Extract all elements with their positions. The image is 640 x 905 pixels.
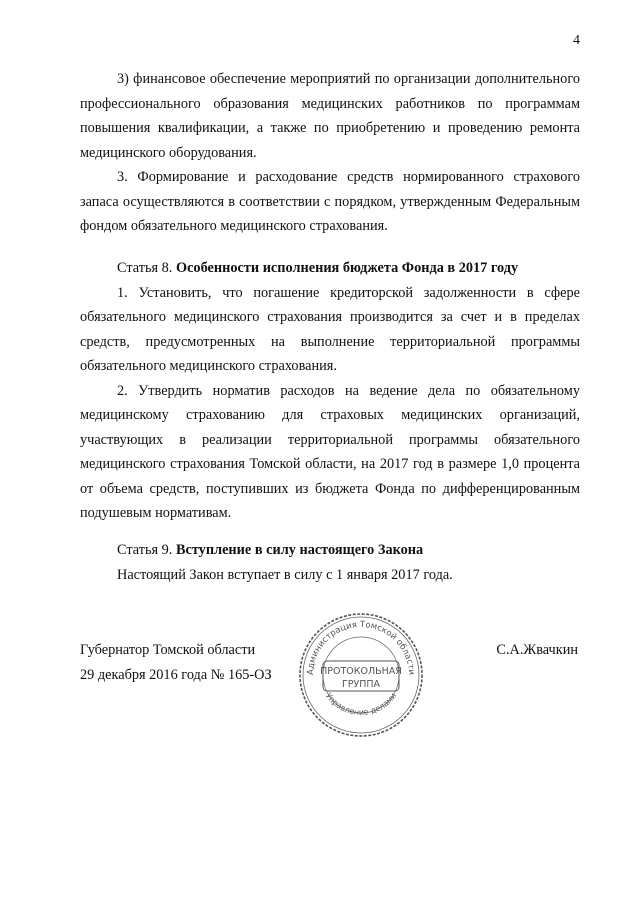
article-9-paragraph-1: Настоящий Закон вступает в силу с 1 января 2017 года. bbox=[117, 566, 453, 583]
official-stamp bbox=[296, 610, 426, 740]
paragraph-3-item: 3) финансовое обеспечение мероприятий по организации дополнительного профессионального образования медицинских работников по программам повышения квалификации, а также по приобретению и проведению ремонта медицинского оборудования. bbox=[80, 71, 580, 161]
stamp-center-line-1: ПРОТОКОЛЬНАЯ bbox=[320, 666, 402, 677]
stamp-bottom-text: Управление делами bbox=[323, 691, 399, 717]
article-8-heading bbox=[80, 256, 580, 281]
governor-title: Губернатор Томской области bbox=[80, 642, 256, 658]
stamp-ring-text: Администрация Томской области bbox=[305, 619, 417, 676]
law-date-number: 29 декабря 2016 года № 165-ОЗ bbox=[80, 666, 272, 683]
article-8 bbox=[80, 256, 580, 526]
paragraph-3-reserve: 3. Формирование и расходование средств нормированного страхового запаса осуществляются в соответствии с порядком, утвержденным Федеральным фондом обязательного медицинского страхования. bbox=[80, 169, 580, 234]
article-8-paragraph-2: 2. Утвердить норматив расходов на ведение дела по обязательному медицинскому страхованию для страховых медицинских организаций, участвующих в реализации территориальной программы обязательного медицинского страхования Томской области, на 2017 год в размере 1,0 процента от объема средств, поступивших из бюджета Фонда по дифференцированным подушевым нормативам. bbox=[80, 382, 580, 521]
governor-name: С.А.Жвачкин bbox=[496, 642, 578, 658]
article-9-prefix: Статья 9. bbox=[117, 542, 176, 558]
stamp-center-line-2: ГРУППА bbox=[341, 679, 381, 690]
article-9-heading bbox=[80, 538, 580, 563]
article-9-title: Вступление в силу настоящего Закона bbox=[175, 542, 424, 558]
paragraphs-top bbox=[80, 67, 580, 239]
article-8-title: Особенности исполнения бюджета Фонда в 2017 году bbox=[175, 260, 519, 276]
article-8-prefix: Статья 8. bbox=[117, 260, 176, 276]
page-number: 4 bbox=[573, 33, 580, 48]
article-8-paragraph-1: 1. Установить, что погашение кредиторской задолженности в сфере обязательного медицинского страхования производится за счет и в пределах средств, предусмотренных на выполнение территориальной программы обязательного медицинского страхования. bbox=[80, 284, 580, 374]
article-9 bbox=[80, 538, 580, 587]
signature-block bbox=[80, 638, 272, 687]
